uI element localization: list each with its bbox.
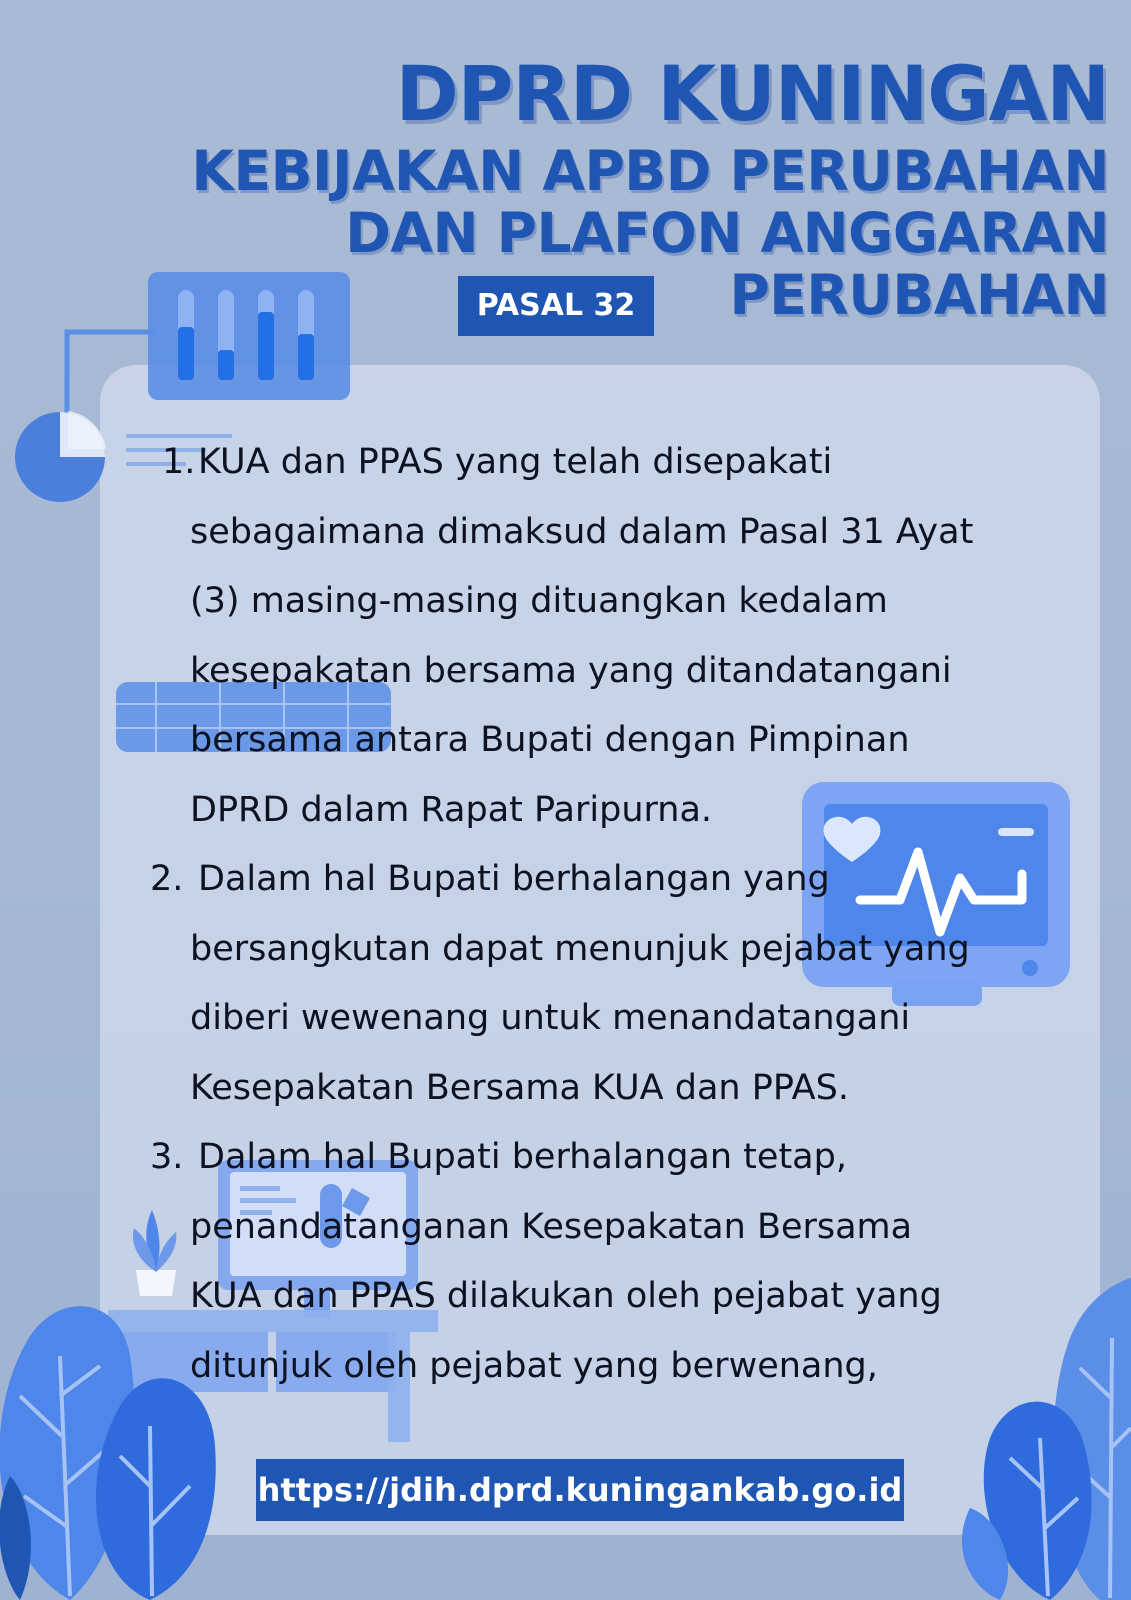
list-item-line: KUA dan PPAS yang telah disepakati bbox=[198, 442, 833, 482]
pie-chart-icon bbox=[8, 405, 112, 509]
list-item-number: 1. bbox=[162, 442, 196, 482]
list-item-number: 3. bbox=[150, 1137, 184, 1177]
list-item-number: 2. bbox=[150, 859, 184, 899]
list-item-line: (3) masing-masing dituangkan kedalam bbox=[190, 581, 888, 621]
article-list bbox=[150, 428, 1050, 1401]
list-item-line: KUA dan PPAS dilakukan oleh pejabat yang bbox=[190, 1276, 942, 1316]
list-item-line: penandatanganan Kesepakatan Bersama bbox=[190, 1206, 913, 1247]
page-title: DPRD KUNINGAN bbox=[395, 49, 1109, 138]
list-item bbox=[150, 845, 1050, 1123]
subtitle-line: KEBIJAKAN APBD PERUBAHAN bbox=[191, 139, 1109, 203]
list-item-line: Dalam hal Bupati berhalangan tetap, bbox=[198, 1137, 847, 1177]
list-item-line: DPRD dalam Rapat Paripurna. bbox=[190, 789, 713, 830]
list-item-line: Kesepakatan Bersama KUA dan PPAS. bbox=[190, 1067, 849, 1108]
list-item-line: bersangkutan dapat menunjuk pejabat yang bbox=[190, 928, 970, 969]
list-item bbox=[150, 428, 1050, 845]
list-item-line: Dalam hal Bupati berhalangan yang bbox=[198, 859, 830, 899]
pasal-badge: PASAL 32 bbox=[458, 276, 654, 336]
website-url[interactable]: https://jdih.dprd.kuningankab.go.id bbox=[256, 1459, 904, 1521]
list-item-line: kesepakatan bersama yang ditandatangani bbox=[190, 650, 952, 691]
list-item bbox=[150, 1123, 1050, 1401]
list-item-line: ditunjuk oleh pejabat yang berwenang, bbox=[190, 1345, 878, 1386]
list-item-line: sebagaimana dimaksud dalam Pasal 31 Ayat bbox=[190, 511, 974, 552]
list-item-line: bersama antara Bupati dengan Pimpinan bbox=[190, 720, 910, 760]
list-item-line: diberi wewenang untuk menandatangani bbox=[190, 998, 911, 1038]
subtitle-line: PERUBAHAN bbox=[729, 263, 1109, 327]
subtitle-line: DAN PLAFON ANGGARAN bbox=[345, 201, 1109, 265]
